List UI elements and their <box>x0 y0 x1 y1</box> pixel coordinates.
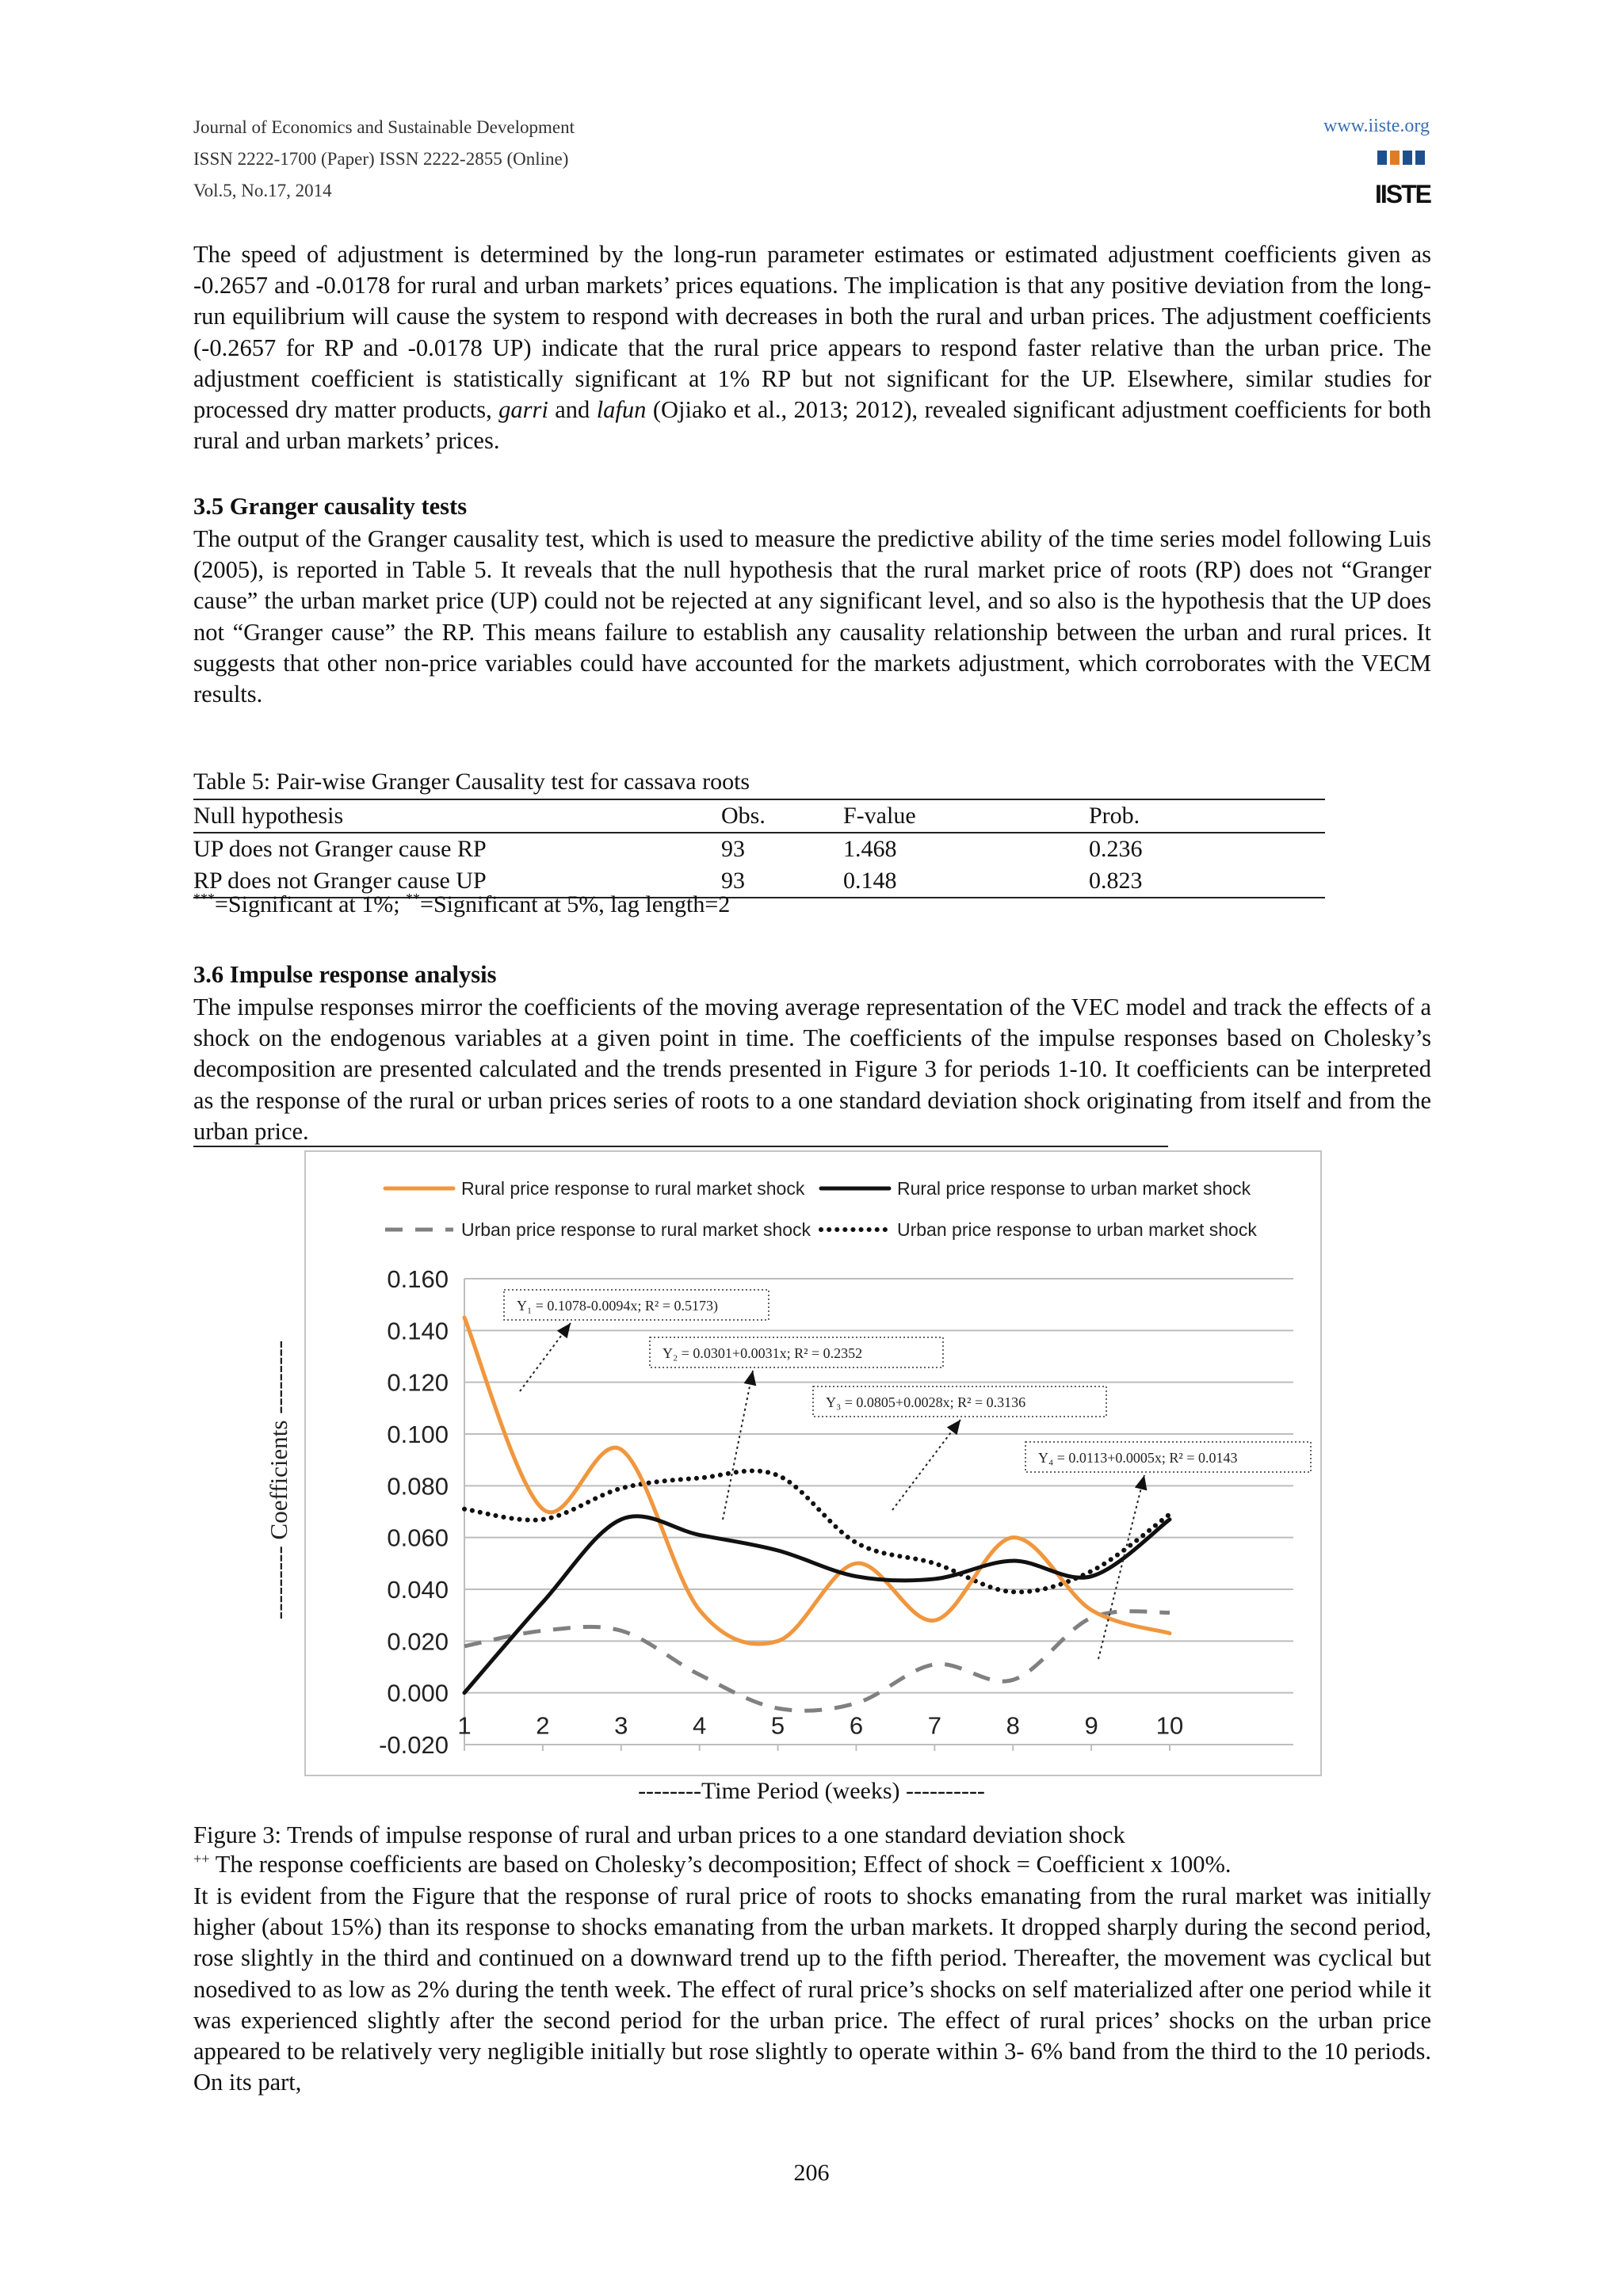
logo-text: IISTE <box>1374 180 1431 208</box>
arrow-head <box>1135 1475 1148 1490</box>
y-tick-label: 0.120 <box>387 1368 449 1397</box>
table-cell: 1.468 <box>843 836 897 862</box>
y-tick-label: 0.020 <box>387 1627 449 1656</box>
x-axis-label: --------Time Period (weeks) ---------- <box>638 1778 985 1804</box>
y-axis-label: --------- Coefficients --------- <box>265 1340 292 1620</box>
section-heading-impulse: 3.6 Impulse response analysis <box>193 961 497 988</box>
table-header: Null hypothesis <box>193 799 721 833</box>
arrow-head <box>557 1323 571 1338</box>
issn-line: ISSN 2222-1700 (Paper) ISSN 2222-2855 (Online) <box>193 149 569 169</box>
table-row <box>193 833 1325 865</box>
x-tick-label: 5 <box>770 1711 785 1740</box>
x-tick-label: 3 <box>614 1711 628 1740</box>
x-tick-label: 2 <box>536 1711 550 1740</box>
paragraph-adjustment: The speed of adjustment is determined by the long-run parameter estimates or estimated adjustment coefficients given as -0.2657 and -0.0178 for rural and urban markets’ prices equations. The implication is that any positive deviation from the long-run equilibrium will cause the system to respond with decreases in both the rural and urban prices. The adjustment coefficients (-0.2657 for RP and -0.0178 UP) indicate that the rural price appears to respond faster relative than the urban price. The adjustment coefficient is statistically significant at 1% RP but not significant for the UP. Elsewhere, similar studies for processed dry matter products, garri and lafun (Ojiako et al., 2013; 2012), revealed significant adjustment coefficients for both rural and urban markets’ prices. <box>193 241 1431 455</box>
annotation-label: Y₁ = 0.1078-0.0094x; R² = 0.5173) <box>517 1298 718 1314</box>
website-link[interactable]: www.iiste.org <box>1323 116 1430 136</box>
x-tick-label: 8 <box>1006 1711 1020 1740</box>
legend-label: Urban price response to rural market shock <box>461 1219 812 1240</box>
x-tick-label: 1 <box>457 1711 472 1740</box>
x-tick-label: 9 <box>1084 1711 1098 1740</box>
series-line <box>464 1516 1170 1693</box>
y-tick-label: 0.040 <box>387 1576 449 1604</box>
text-underline <box>193 1146 1168 1147</box>
figure-caption: Figure 3: Trends of impulse response of rural and urban prices to a one standard deviation shock <box>193 1821 1125 1848</box>
x-tick-label: 4 <box>693 1711 707 1740</box>
table-cell: UP does not Granger cause RP <box>193 836 487 862</box>
arrow-head <box>744 1371 757 1386</box>
table-footnote: ***=Significant at 1%; **=Significant at 5%, lag length=2 <box>193 891 731 917</box>
granger-table <box>193 799 1325 898</box>
chart-svg <box>265 1152 1320 1775</box>
table-header-row <box>193 799 1325 833</box>
paragraph-impulse: The impulse responses mirror the coefficients of the moving average representation of the VEC model and track the effects of a shock on the endogenous variables at a given point in time. The coefficients of the impulse responses based on Cholesky’s decomposition are presented calculated and the trends presented in Figure 3 for periods 1-10. It coefficients can be interpreted as the response of the rural or urban prices series of roots to a one standard deviation shock originating from itself and from the urban price. <box>193 994 1431 1145</box>
y-tick-label: -0.020 <box>379 1731 449 1759</box>
section-heading-granger: 3.5 Granger causality tests <box>193 493 468 520</box>
y-tick-label: 0.140 <box>387 1317 449 1345</box>
legend-label: Rural price response to rural market shock <box>461 1178 805 1199</box>
y-tick-label: 0.080 <box>387 1472 449 1501</box>
table-header: Obs. <box>721 799 843 833</box>
y-tick-label: 0.000 <box>387 1679 449 1707</box>
table-header: Prob. <box>1089 799 1325 833</box>
table-cell: RP does not Granger cause UP <box>193 865 721 898</box>
y-tick-label: 0.060 <box>387 1524 449 1552</box>
y-tick-label: 0.160 <box>387 1265 449 1293</box>
table-cell: 93 <box>721 865 843 898</box>
x-tick-label: 10 <box>1155 1711 1184 1740</box>
paragraph-granger: The output of the Granger causality test, which is used to measure the predictive ability of the time series model following Luis (2005), is reported in Table 5. It reveals that the null hypothesis that the rural market price of roots (RP) does not “Granger cause” the urban market price (UP) could not be rejected at any significant level, and so also is the hypothesis that the UP does not “Granger cause” the RP. This means failure to establish any causality relationship between the urban and rural prices. It suggests that other non-price variables could have accounted for the markets adjustment, which corroborates with the VECM results. <box>193 525 1431 708</box>
legend-label: Rural price response to urban market shock <box>897 1178 1251 1199</box>
table-cell: 0.823 <box>1089 865 1325 898</box>
figure-note: ++ The response coefficients are based on Cholesky’s decomposition; Effect of shock = Coefficient x 100%. <box>193 1851 1232 1878</box>
annotation-label: Y₃ = 0.0805+0.0028x; R² = 0.3136 <box>826 1394 1026 1410</box>
table-cell: 0.148 <box>843 865 1089 898</box>
annotation-arrow <box>723 1371 753 1520</box>
figure-3-chart <box>265 1150 1322 1776</box>
legend-label: Urban price response to urban market shock <box>897 1219 1257 1240</box>
x-tick-label: 6 <box>849 1711 864 1740</box>
journal-title: Journal of Economics and Sustainable Development <box>193 117 575 137</box>
table-cell: 93 <box>721 836 745 862</box>
page-number: 206 <box>793 2160 830 2186</box>
annotation-label: Y₄ = 0.0113+0.0005x; R² = 0.0143 <box>1038 1450 1238 1466</box>
arrow-head <box>947 1420 960 1435</box>
table-cell: 0.236 <box>1089 836 1143 862</box>
y-tick-label: 0.100 <box>387 1421 449 1448</box>
x-tick-label: 7 <box>927 1711 941 1740</box>
table-header: F-value <box>843 799 1089 833</box>
table-caption: Table 5: Pair-wise Granger Causality test for cassava roots <box>193 769 750 795</box>
volume-line: Vol.5, No.17, 2014 <box>193 181 332 200</box>
annotation-arrow <box>1098 1475 1144 1659</box>
series-line <box>464 1611 1170 1711</box>
iiste-logo <box>1376 147 1430 208</box>
annotation-label: Y₂ = 0.0301+0.0031x; R² = 0.2352 <box>663 1345 863 1361</box>
paragraph-discussion: It is evident from the Figure that the response of rural price of roots to shocks emanating from the rural market was initially higher (about 15%) than its response to shocks emanating from the urban markets. It dropped sharply during the second period, rose slightly in the third and continued on a downward trend up to the fifth period. Thereafter, the movement was cyclical but nosedived to as low as 2% during the tenth week. The effect of rural price’s shocks on self materialized after one period while it was experienced slightly after the second period for the urban price. The effect of rural prices’ shocks on the urban price appeared to be relatively very negligible initially but rose slightly to operate within 3- 6% band from the third to the 10 periods. On its part, <box>193 1882 1431 2096</box>
